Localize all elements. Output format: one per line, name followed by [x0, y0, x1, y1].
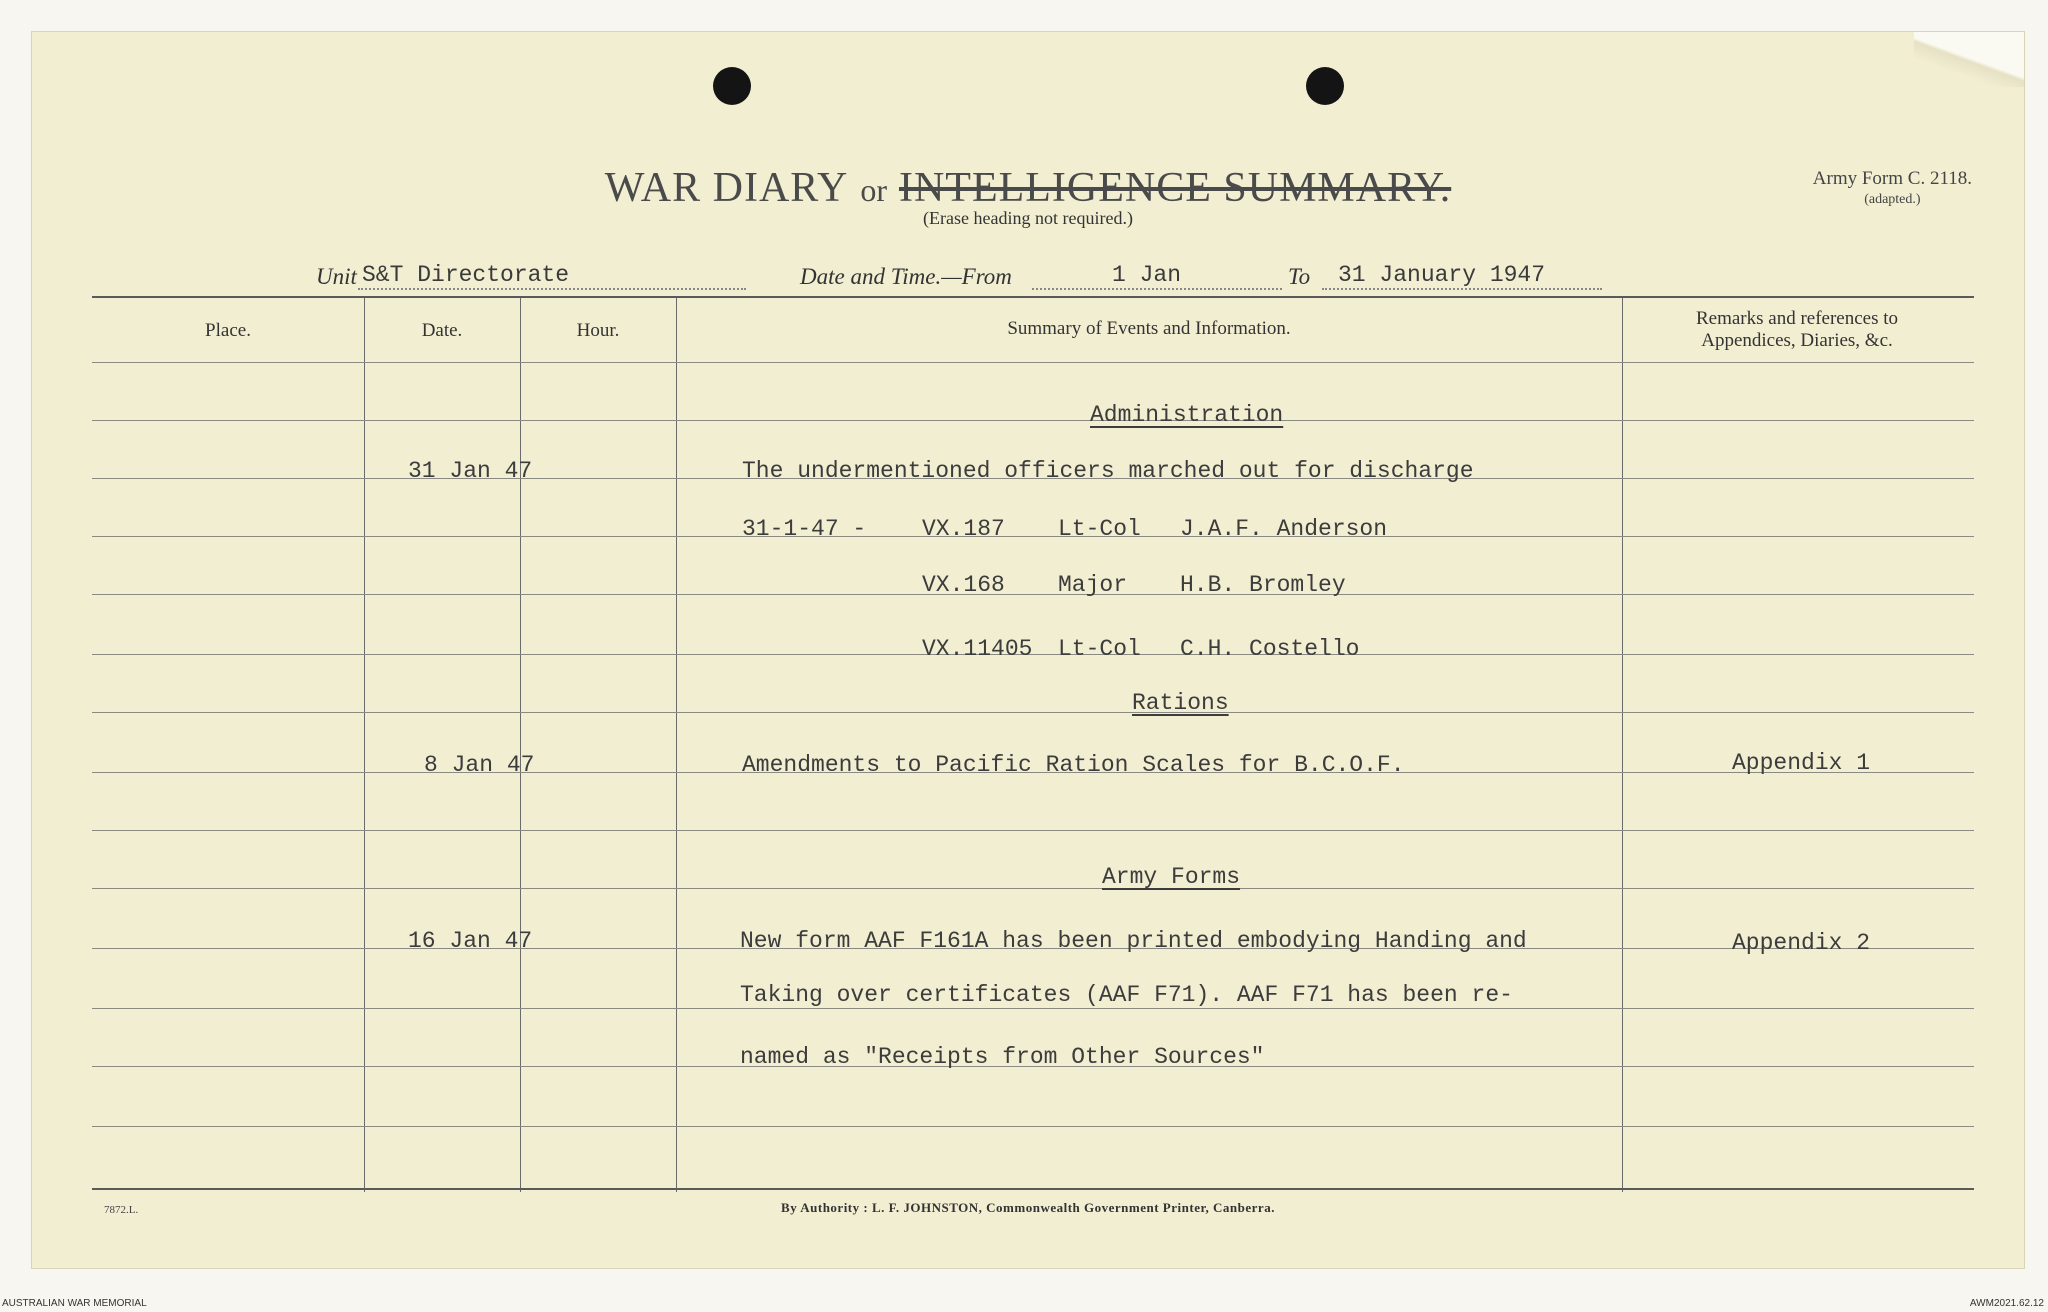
row-rule — [92, 536, 1974, 537]
divider-date-hour — [520, 298, 521, 1192]
credit-accession-number: AWM2021.62.12 — [1969, 1298, 2044, 1309]
remark-appendix-1: Appendix 1 — [1732, 750, 1871, 776]
officer-name: H.B. Bromley — [1180, 572, 1346, 598]
remark-appendix-2: Appendix 2 — [1732, 930, 1871, 956]
officer-rank: Lt-Col — [1058, 636, 1141, 662]
text-army-forms-line-3: named as "Receipts from Other Sources" — [740, 1044, 1265, 1070]
title-struck-heading: INTELLIGENCE SUMMARY. — [898, 165, 1452, 211]
credit-institution: AUSTRALIAN WAR MEMORIAL — [2, 1298, 147, 1309]
officer-name: J.A.F. Anderson — [1180, 516, 1388, 542]
officer-number: VX.168 — [922, 572, 1005, 598]
row-rule — [92, 830, 1974, 831]
text-army-forms-line-2: Taking over certificates (AAF F71). AAF F71 has been re- — [740, 982, 1513, 1008]
row-rule — [92, 712, 1974, 713]
table-bottom-rule — [92, 1188, 1974, 1190]
text-army-forms-line-1: New form AAF F161A has been printed embodying Handing and — [740, 928, 1527, 954]
row-rule — [92, 594, 1974, 595]
column-header-remarks: Remarks and references to Appendices, Diaries, &c. — [1695, 308, 1899, 351]
divider-place-date — [364, 298, 365, 1192]
title-or: or — [860, 172, 887, 208]
form-print-number: 7872.L. — [104, 1204, 139, 1216]
divider-hour-summary — [676, 298, 677, 1192]
heading-army-forms: Army Forms — [1102, 864, 1241, 890]
title-war-diary: WAR DIARY — [604, 165, 849, 211]
officer-number: VX.187 — [922, 516, 1005, 542]
column-header-hour: Hour. — [576, 320, 620, 341]
heading-rations: Rations — [1132, 690, 1229, 716]
diary-table — [92, 264, 1974, 1158]
folded-corner — [1914, 32, 2024, 87]
officer-discharge-date: 31-1-47 - — [742, 516, 867, 542]
text-rations: Amendments to Pacific Ration Scales for B.C.O.F. — [742, 752, 1405, 778]
from-value: 1 Jan — [1112, 262, 1182, 288]
date-administration: 31 Jan 47 — [408, 458, 533, 484]
unit-label: Unit — [316, 264, 357, 289]
table-top-rule — [92, 296, 1974, 298]
text-administration: The undermentioned officers marched out for discharge — [742, 458, 1474, 484]
unit-value: S&T Directorate — [362, 262, 570, 288]
officer-rank: Lt-Col — [1058, 516, 1141, 542]
punch-hole-left — [713, 67, 751, 105]
officer-rank: Major — [1058, 572, 1128, 598]
to-value: 31 January 1947 — [1338, 262, 1546, 288]
punch-hole-right — [1306, 67, 1344, 105]
column-header-summary: Summary of Events and Information. — [1007, 318, 1291, 339]
date-time-label: Date and Time.—From — [800, 264, 1012, 289]
officer-number: VX.11405 — [922, 636, 1033, 662]
column-header-date: Date. — [421, 320, 463, 341]
army-form-sub: (adapted.) — [1864, 192, 1921, 207]
form-title — [32, 164, 2024, 212]
diary-page — [32, 32, 2024, 1268]
date-rations: 8 Jan 47 — [424, 752, 535, 778]
printer-authority: By Authority : L. F. JOHNSTON, Commonwealth Government Printer, Canberra. — [781, 1200, 1275, 1215]
officer-name: C.H. Costello — [1180, 636, 1360, 662]
row-rule — [92, 420, 1974, 421]
row-rule — [92, 362, 1974, 363]
title-instruction: (Erase heading not required.) — [923, 208, 1133, 228]
row-rule — [92, 654, 1974, 655]
heading-administration: Administration — [1090, 402, 1284, 428]
date-army-forms: 16 Jan 47 — [408, 928, 533, 954]
column-header-place: Place. — [205, 320, 251, 341]
row-rule — [92, 1126, 1974, 1127]
to-label: To — [1288, 264, 1311, 289]
army-form-number — [1813, 168, 1972, 210]
row-rule — [92, 888, 1974, 889]
divider-summary-remarks — [1622, 298, 1623, 1192]
row-rule — [92, 1008, 1974, 1009]
army-form-label: Army Form C. 2118. — [1812, 168, 1972, 189]
